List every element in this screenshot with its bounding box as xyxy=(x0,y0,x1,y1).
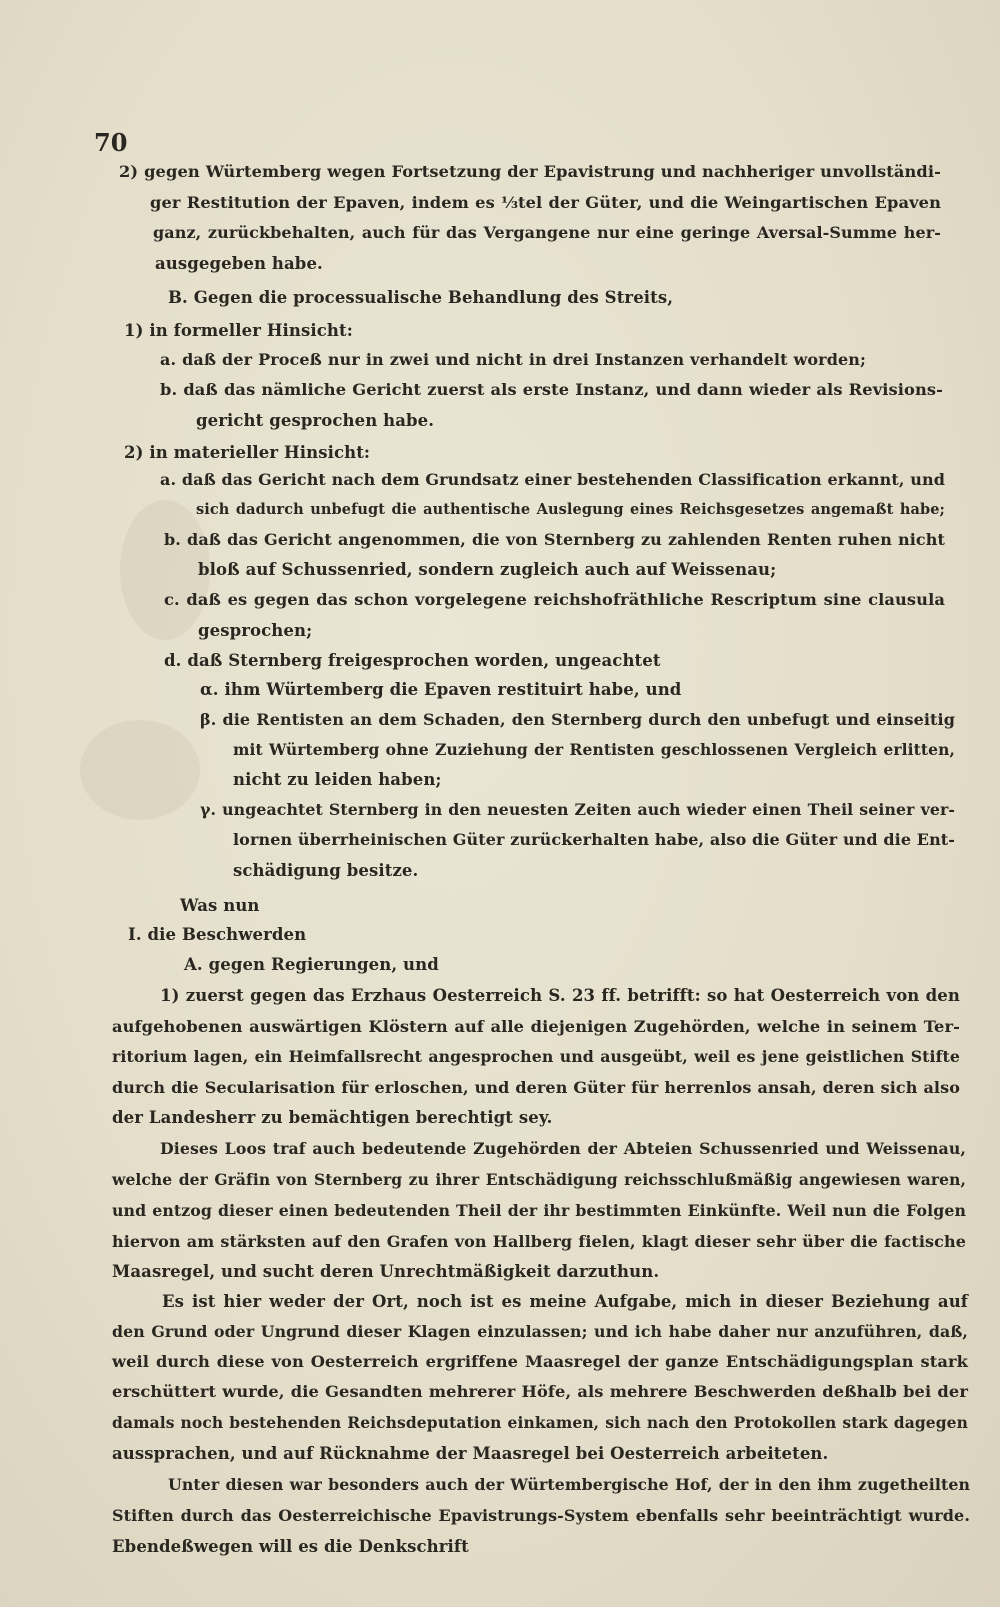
paragraph-line: der Landesherr zu bemächtigen berechtigt sey. xyxy=(112,1108,553,1127)
paragraph-line: durch die Secularisation für erloschen, und deren Güter für herrenlos ansah, deren sich also xyxy=(112,1078,960,1097)
sub-list-item-continued: schädigung besitze. xyxy=(233,861,419,880)
list-item: b. daß das Gericht angenommen, die von Sternberg zu zahlenden Renten ruhen nicht xyxy=(164,530,945,549)
paragraph-line: weil durch diese von Oesterreich ergriffene Maasregel der ganze Entschädigungsplan stark xyxy=(112,1352,968,1371)
paper-stain xyxy=(80,720,200,820)
sub-list-item-continued: nicht zu leiden haben; xyxy=(233,770,442,789)
text-line: ausgegeben habe. xyxy=(155,254,323,273)
text-line: ganz, zurückbehalten, auch für das Vergangene nur eine geringe Aversal-Summe her- xyxy=(153,223,941,242)
paragraph-line: hiervon am stärksten auf den Grafen von Hallberg fielen, klagt dieser sehr über die factische xyxy=(112,1232,966,1251)
sub-list-item: β. die Rentisten an dem Schaden, den Sternberg durch den unbefugt und einseitig xyxy=(200,710,955,729)
paragraph-line: Es ist hier weder der Ort, noch ist es meine Aufgabe, mich in dieser Beziehung auf xyxy=(162,1292,968,1311)
paper-stain xyxy=(120,500,210,640)
list-item: b. daß das nämliche Gericht zuerst als erste Instanz, und dann wieder als Revisions- xyxy=(160,380,943,399)
section-heading: B. Gegen die processualische Behandlung des Streits, xyxy=(168,288,674,307)
section-heading: I. die Beschwerden xyxy=(128,925,307,944)
paragraph-line: aussprachen, und auf Rücknahme der Maasregel bei Oesterreich arbeiteten. xyxy=(112,1444,829,1463)
list-item: a. daß der Proceß nur in zwei und nicht in drei Instanzen verhandelt worden; xyxy=(160,350,866,369)
paragraph-line: Ebendeßwegen will es die Denkschrift xyxy=(112,1537,469,1556)
paragraph-line: 1) zuerst gegen das Erzhaus Oesterreich S. 23 ff. betrifft: so hat Oesterreich von den xyxy=(160,986,960,1005)
paragraph-line: damals noch bestehenden Reichsdeputation einkamen, sich nach den Protokollen stark dagegen xyxy=(112,1413,968,1432)
paragraph-line: welche der Gräfin von Sternberg zu ihrer Entschädigung reichsschlußmäßig angewiesen waren, xyxy=(112,1170,966,1189)
paragraph-line: Maasregel, und sucht deren Unrechtmäßigkeit darzuthun. xyxy=(112,1262,660,1281)
list-item: c. daß es gegen das schon vorgelegene reichshofräthliche Rescriptum sine clausula xyxy=(164,590,945,609)
text-line: ger Restitution der Epaven, indem es ⅓tel der Güter, und die Weingartischen Epaven xyxy=(150,193,941,212)
section-heading: A. gegen Regierungen, und xyxy=(184,955,439,974)
paragraph-line: den Grund oder Ungrund dieser Klagen einzulassen; und ich habe daher nur anzuführen, daß, xyxy=(112,1322,968,1341)
paragraph-line: erschüttert wurde, die Gesandten mehrerer Höfe, als mehrere Beschwerden deßhalb bei der xyxy=(112,1382,968,1401)
text-line: Was nun xyxy=(180,896,260,915)
text-line: 2) gegen Würtemberg wegen Fortsetzung der Epavistrung und nachheriger unvollständi- xyxy=(119,162,941,181)
list-item-continued: gesprochen; xyxy=(198,621,313,640)
paragraph-line: und entzog dieser einen bedeutenden Theil der ihr bestimmten Einkünfte. Weil nun die Folgen xyxy=(112,1201,966,1220)
list-item: d. daß Sternberg freigesprochen worden, ungeachtet xyxy=(164,651,661,670)
sub-list-item-continued: lornen überrheinischen Güter zurückerhalten habe, also die Güter und die Ent- xyxy=(233,830,956,849)
list-item-continued: bloß auf Schussenried, sondern zugleich auch auf Weissenau; xyxy=(198,560,777,579)
paragraph-line: Stiften durch das Oesterreichische Epavistrungs-System ebenfalls sehr beeinträchtigt wurde. xyxy=(112,1506,970,1525)
list-item: a. daß das Gericht nach dem Grundsatz einer bestehenden Classification erkannt, und xyxy=(160,470,945,489)
paragraph-line: Dieses Loos traf auch bedeutende Zugehörden der Abteien Schussenried und Weissenau, xyxy=(160,1139,966,1158)
paragraph-line: ritorium lagen, ein Heimfallsrecht angesprochen und ausgeübt, weil es jene geistlichen Stifte xyxy=(112,1047,960,1066)
list-item-continued: gericht gesprochen habe. xyxy=(196,411,435,430)
list-heading: 2) in materieller Hinsicht: xyxy=(124,443,371,462)
sub-list-item-continued: mit Würtemberg ohne Zuziehung der Rentisten geschlossenen Vergleich erlitten, xyxy=(233,740,955,759)
list-heading: 1) in formeller Hinsicht: xyxy=(124,321,353,340)
list-item-continued: sich dadurch unbefugt die authentische Auslegung eines Reichsgesetzes angemaßt habe; xyxy=(196,501,945,518)
sub-list-item: α. ihm Würtemberg die Epaven restituirt habe, und xyxy=(200,680,682,699)
sub-list-item: γ. ungeachtet Sternberg in den neuesten Zeiten auch wieder einen Theil seiner ver- xyxy=(200,800,955,819)
paragraph-line: Unter diesen war besonders auch der Würtembergische Hof, der in den ihm zugetheilten xyxy=(168,1475,970,1494)
page-number: 70 xyxy=(94,128,128,157)
paragraph-line: aufgehobenen auswärtigen Klöstern auf alle diejenigen Zugehörden, welche in seinem Ter- xyxy=(112,1017,960,1036)
